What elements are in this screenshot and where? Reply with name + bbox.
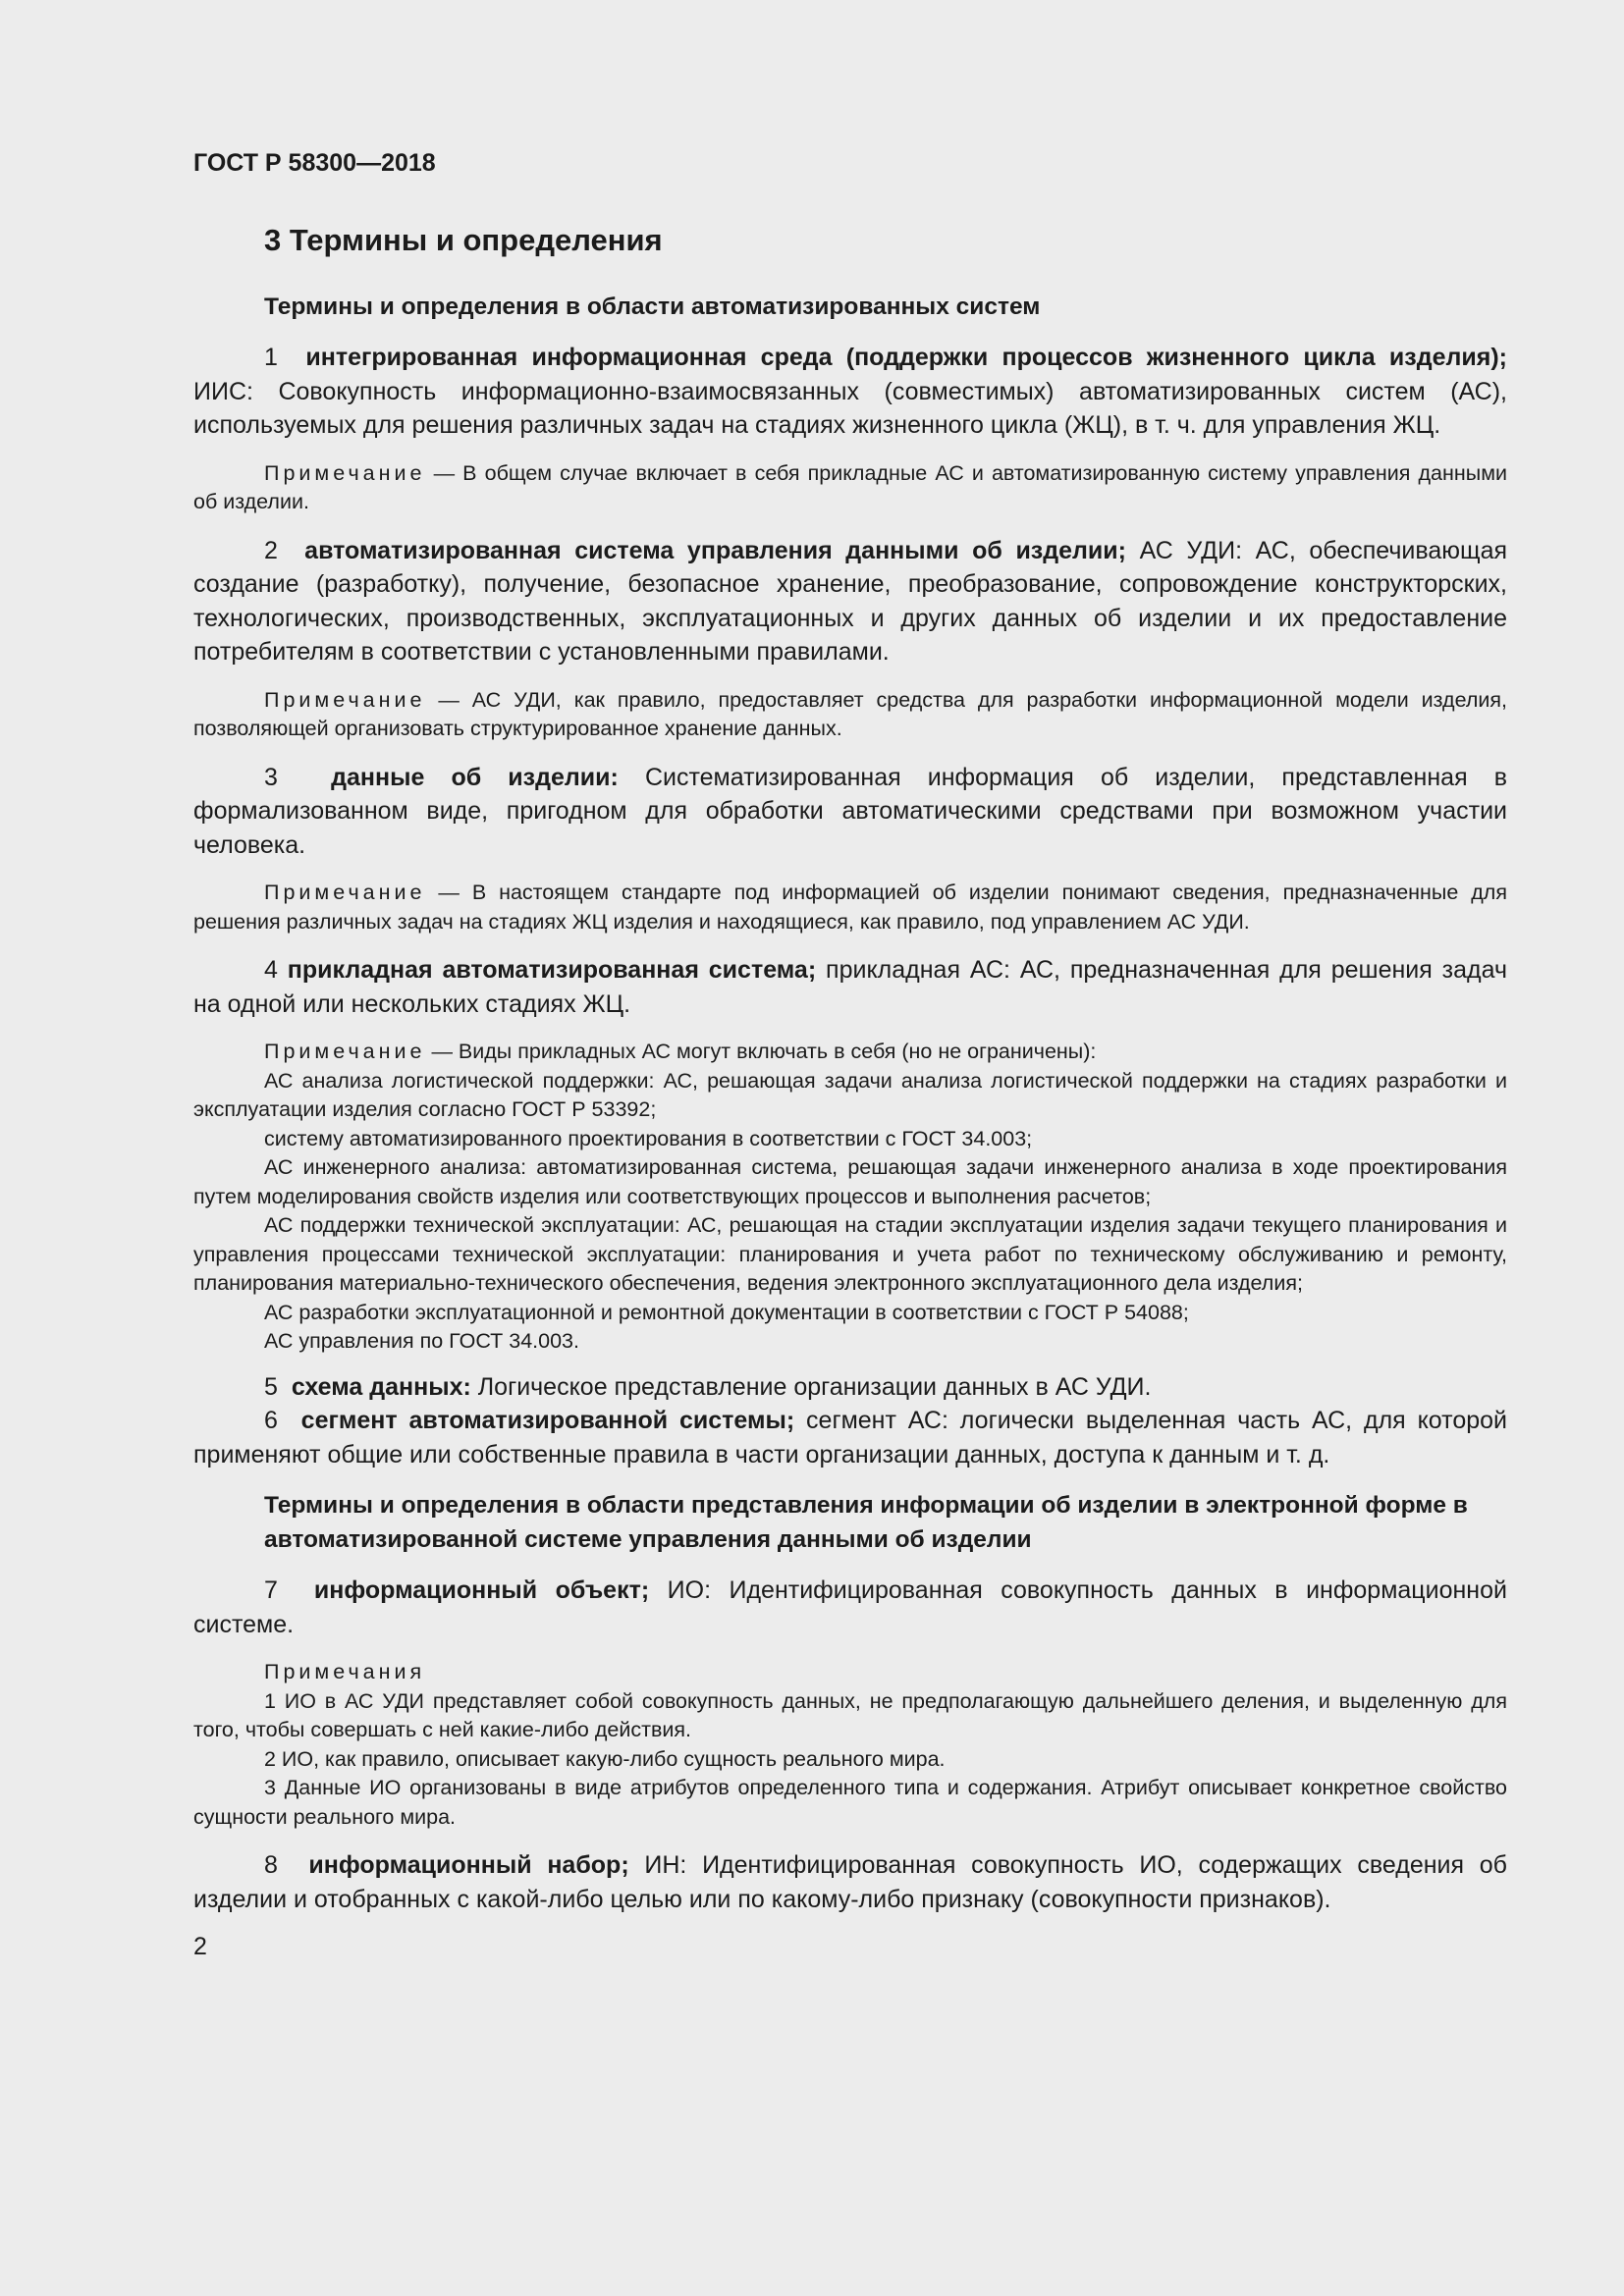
note-label: Примечание bbox=[264, 1040, 426, 1063]
term-name: прикладная автоматизированная система; bbox=[287, 956, 817, 984]
note-label: Примечание bbox=[264, 460, 426, 485]
term-definition: сегмент АС: логически выделенная часть АС, для которой применяют общие или собственные правила в части организации данных, доступа к данным и т. д. bbox=[193, 1407, 1507, 1468]
section-title: 3 Термины и определения bbox=[264, 223, 663, 257]
term-definition: ИИС: Совокупность информационно-взаимосвязанных (совместимых) автоматизированных систем (АС), используемых для решения различных задач на стадиях жизненного цикла (ЖЦ), в т. ч. для управления ЖЦ. bbox=[193, 377, 1507, 439]
term-definition: ИО: Идентифицированная совокупность данных в информационной системе. bbox=[193, 1576, 1507, 1638]
note-list-item: систему автоматизированного проектирования в соответствии с ГОСТ 34.003; bbox=[264, 1126, 1033, 1150]
subheading-product-information: Термины и определения в области представления информации об изделии в электронной форме в автоматизированной системе управления данными об изделии bbox=[264, 1492, 1468, 1553]
term-name: интегрированная информационная среда (поддержки процессов жизненного цикла изделия); bbox=[305, 344, 1507, 371]
note-list-item: 2 ИО, как правило, описывает какую-либо сущность реального мира. bbox=[264, 1746, 946, 1771]
note-text: — В настоящем стандарте под информацией об изделии понимают сведения, предназначенные для решения различных задач на стадиях ЖЦ изделия и находящиеся, как правило, под управлением АС УДИ. bbox=[193, 881, 1507, 934]
term-definition: АС УДИ: АС, обеспечивающая создание (разработку), получение, безопасное хранение, преобразование, сопровождение конструкторских, технологических, производственных, эксплуатационных и других данных об изделии и их предоставление потребителям в соответствии с установленными правилами. bbox=[193, 536, 1508, 666]
note-list-item: АС разработки эксплуатационной и ремонтной документации в соответствии с ГОСТ Р 54088; bbox=[264, 1300, 1189, 1324]
note-list-item: 1 ИО в АС УДИ представляет собой совокупность данных, не предполагающую дальнейшего деления, и выделенную для того, чтобы совершать с ней какие-либо действия. bbox=[193, 1688, 1507, 1741]
note-list-item: 3 Данные ИО организованы в виде атрибутов определенного типа и содержания. Атрибут описывает конкретное свойство сущности реального мира. bbox=[193, 1776, 1507, 1829]
note-3 bbox=[193, 879, 1507, 936]
note-label: Примечания bbox=[264, 1660, 426, 1683]
term-name: информационный объект; bbox=[313, 1576, 650, 1604]
note-list-item: АС инженерного анализа: автоматизированная система, решающая задачи инженерного анализа в ходе проектирования путем моделирования свойств изделия или соответствующих процессов и выполнения расчетов; bbox=[193, 1155, 1507, 1208]
note-text: — Виды прикладных АС могут включать в себя (но не ограничены): bbox=[431, 1040, 1097, 1063]
term-7 bbox=[193, 1574, 1507, 1641]
term-name: автоматизированная система управления данными об изделии; bbox=[304, 536, 1126, 564]
term-3 bbox=[193, 761, 1507, 863]
note-list-item: АС управления по ГОСТ 34.003. bbox=[264, 1329, 579, 1353]
term-number: 8 bbox=[264, 1851, 278, 1879]
note-label: Примечание bbox=[264, 687, 426, 712]
document-header: ГОСТ Р 58300—2018 bbox=[193, 149, 436, 177]
term-2 bbox=[193, 534, 1507, 669]
term-5 bbox=[193, 1370, 1507, 1405]
term-number: 7 bbox=[264, 1576, 278, 1604]
term-name: сегмент автоматизированной системы; bbox=[300, 1407, 795, 1434]
term-8 bbox=[193, 1848, 1507, 1916]
term-number: 5 bbox=[264, 1372, 278, 1401]
term-definition: Логическое представление организации данных в АС УДИ. bbox=[477, 1372, 1152, 1401]
term-name: информационный набор; bbox=[308, 1851, 629, 1879]
note-4 bbox=[193, 1038, 1507, 1067]
subheading-automated-systems: Термины и определения в области автоматизированных систем bbox=[264, 294, 1041, 320]
term-number: 2 bbox=[264, 536, 278, 564]
term-definition: ИН: Идентифицированная совокупность ИО, содержащих сведения об изделии и отобранных с какой-либо целью или по какому-либо признаку (совокупности признаков). bbox=[193, 1851, 1507, 1913]
term-1 bbox=[193, 341, 1507, 443]
term-name: данные об изделии: bbox=[331, 763, 619, 791]
note-2 bbox=[193, 686, 1507, 744]
note-text: — В общем случае включает в себя прикладные АС и автоматизированную систему управления данными об изделии. bbox=[193, 460, 1507, 513]
term-number: 4 bbox=[264, 956, 278, 984]
note-text: — АС УДИ, как правило, предоставляет средства для разработки информационной модели изделия, позволяющей организовать структурированное хранение данных. bbox=[193, 687, 1507, 740]
term-definition: Систематизированная информация об изделии, представленная в формализованном виде, пригодном для обработки автоматическими средствами при возможном участии человека. bbox=[193, 763, 1508, 859]
term-6 bbox=[193, 1404, 1507, 1471]
term-number: 6 bbox=[264, 1407, 278, 1434]
page-number: 2 bbox=[193, 1933, 207, 1960]
term-number: 1 bbox=[264, 344, 278, 371]
note-1 bbox=[193, 459, 1507, 517]
note-list-item: АС анализа логистической поддержки: АС, решающая задачи анализа логистической поддержки на стадиях разработки и эксплуатации изделия согласно ГОСТ Р 53392; bbox=[193, 1068, 1507, 1121]
term-definition: прикладная АС: АС, предназначенная для решения задач на одной или нескольких стадиях ЖЦ. bbox=[193, 956, 1507, 1018]
term-4 bbox=[193, 953, 1507, 1021]
note-label: Примечание bbox=[264, 881, 426, 904]
notes-label bbox=[193, 1658, 1507, 1687]
term-number: 3 bbox=[264, 763, 278, 791]
note-list-item: АС поддержки технической эксплуатации: АС, решающая на стадии эксплуатации изделия задачи текущего планирования и управления процессами технической эксплуатации: планирования и учета работ по техническому обслуживанию и ремонту, планирования материально-технического обеспечения, ведения электронного эксплуатационного дела изделия; bbox=[193, 1213, 1507, 1295]
term-name: схема данных: bbox=[291, 1372, 471, 1401]
